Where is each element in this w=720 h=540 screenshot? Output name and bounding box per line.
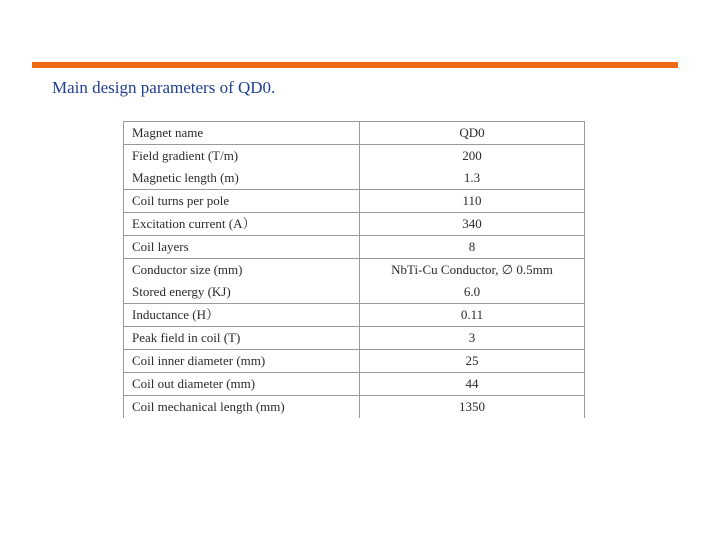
slide-title: Main design parameters of QD0. [52,78,276,97]
param-value: 44 [360,373,585,396]
table-row [124,373,585,396]
table-row [124,167,585,190]
param-value: 0.11 [360,304,585,327]
table-row [124,350,585,373]
param-value: 8 [360,236,585,259]
table-row [124,236,585,259]
param-value: NbTi-Cu Conductor, ∅ 0.5mm [360,259,585,282]
param-label: Magnetic length (m) [124,167,360,190]
param-label: Coil inner diameter (mm) [124,350,360,373]
param-value: 6.0 [360,281,585,304]
title-accent-rule [32,62,678,68]
table-row [124,190,585,213]
table-row [124,327,585,350]
table-row [124,396,585,419]
header-value-cell: QD0 [360,122,585,145]
param-value: 1.3 [360,167,585,190]
param-value: 25 [360,350,585,373]
param-label: Field gradient (T/m) [124,145,360,168]
param-label: Inductance (H） [124,304,360,327]
table-row [124,145,585,168]
param-label: Coil mechanical length (mm) [124,396,360,419]
param-label: Coil out diameter (mm) [124,373,360,396]
header-label-cell: Magnet name [124,122,360,145]
param-value: 3 [360,327,585,350]
param-value: 110 [360,190,585,213]
table-row [124,304,585,327]
param-label: Peak field in coil (T) [124,327,360,350]
param-label: Stored energy (KJ) [124,281,360,304]
param-value: 340 [360,213,585,236]
param-value: 1350 [360,396,585,419]
parameters-table [123,121,585,418]
param-label: Excitation current (A） [124,213,360,236]
table-header-row [124,122,585,145]
param-label: Coil layers [124,236,360,259]
param-value: 200 [360,145,585,168]
table-row [124,259,585,282]
param-label: Coil turns per pole [124,190,360,213]
table-row [124,281,585,304]
param-label: Conductor size (mm) [124,259,360,282]
table-row [124,213,585,236]
